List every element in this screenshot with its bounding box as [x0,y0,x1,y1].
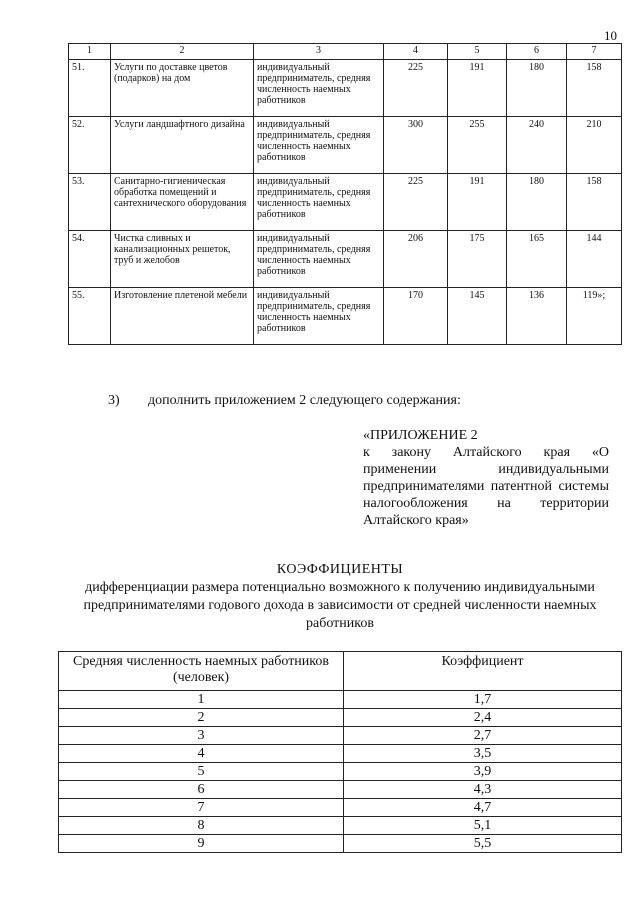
value-col-4: 225 [384,174,448,231]
coefficient-value: 5,1 [344,817,622,835]
appendix-heading [363,427,609,529]
value-col-4: 206 [384,231,448,288]
amendment-text: дополнить приложением 2 следующего содержания: [148,393,461,408]
employee-count: 3 [59,727,344,745]
service-name: Услуги ландшафтного дизайна [111,117,254,174]
coefficient-value: 2,4 [344,709,622,727]
service-name: Изготовление плетеной мебели [111,288,254,345]
coefficients-title: КОЭФФИЦИЕНТЫ [276,562,404,577]
col-header-coefficient: Коэффициент [344,652,622,691]
table-row [59,817,622,835]
employee-count: 9 [59,835,344,853]
row-number: 52. [69,117,111,174]
col-header-2: 2 [111,44,254,60]
indicator: индивидуальный предприниматель, средняя численность наемных работников [254,60,384,117]
col-header-3: 3 [254,44,384,60]
coefficient-value: 3,9 [344,763,622,781]
table-row [69,60,622,117]
table-row [69,117,622,174]
value-col-5: 175 [448,231,507,288]
employee-count: 4 [59,745,344,763]
service-name: Санитарно-гигиеническая обработка помещений и сантехнического оборудования [111,174,254,231]
col-header-4: 4 [384,44,448,60]
indicator: индивидуальный предприниматель, средняя численность наемных работников [254,231,384,288]
employee-count: 1 [59,691,344,709]
table-row [59,709,622,727]
value-col-6: 180 [507,174,567,231]
appendix-title: «ПРИЛОЖЕНИЕ 2 [363,428,478,443]
coefficient-value: 4,7 [344,799,622,817]
employee-count: 6 [59,781,344,799]
table-row [69,231,622,288]
value-col-6: 165 [507,231,567,288]
table-row [59,763,622,781]
coefficient-value: 2,7 [344,727,622,745]
indicator: индивидуальный предприниматель, средняя численность наемных работников [254,117,384,174]
indicator: индивидуальный предприниматель, средняя численность наемных работников [254,288,384,345]
amendment-index: 3) [108,393,120,408]
col-header-employees: Средняя численность наемных работников (человек) [59,652,344,691]
table-header-row [69,44,622,60]
coefficient-value: 1,7 [344,691,622,709]
coefficient-value: 5,5 [344,835,622,853]
row-number: 53. [69,174,111,231]
services-table [68,43,622,345]
value-col-7: 158 [567,174,622,231]
table-row [69,174,622,231]
row-number: 51. [69,60,111,117]
employee-count: 8 [59,817,344,835]
table-header-row [59,652,622,691]
service-name: Чистка сливных и канализационных решеток, труб и желобов [111,231,254,288]
value-col-7: 119»; [567,288,622,345]
value-col-7: 210 [567,117,622,174]
table-row [59,691,622,709]
value-col-4: 225 [384,60,448,117]
value-col-5: 191 [448,60,507,117]
coefficient-value: 4,3 [344,781,622,799]
table-row [59,727,622,745]
coefficient-value: 3,5 [344,745,622,763]
table-row [59,781,622,799]
coefficients-subtitle: дифференциации размера потенциально возможного к получению индивидуальными предпринимателями годового дохода в зависимости от средней численности наемных работников [83,580,597,631]
value-col-6: 136 [507,288,567,345]
value-col-6: 180 [507,60,567,117]
col-header-5: 5 [448,44,507,60]
page-number: 10 [604,28,617,43]
col-header-1: 1 [69,44,111,60]
col-header-6: 6 [507,44,567,60]
service-name: Услуги по доставке цветов (подарков) на дом [111,60,254,117]
row-number: 55. [69,288,111,345]
coefficients-table [58,651,622,853]
col-header-7: 7 [567,44,622,60]
table-row [69,288,622,345]
indicator: индивидуальный предприниматель, средняя численность наемных работников [254,174,384,231]
value-col-7: 144 [567,231,622,288]
value-col-5: 191 [448,174,507,231]
employee-count: 2 [59,709,344,727]
value-col-5: 145 [448,288,507,345]
row-number: 54. [69,231,111,288]
value-col-4: 300 [384,117,448,174]
value-col-7: 158 [567,60,622,117]
table-row [59,835,622,853]
amendment-item [108,393,461,409]
employee-count: 5 [59,763,344,781]
coefficients-title-block [60,561,620,633]
value-col-5: 255 [448,117,507,174]
value-col-6: 240 [507,117,567,174]
table-row [59,799,622,817]
value-col-4: 170 [384,288,448,345]
employee-count: 7 [59,799,344,817]
appendix-body: к закону Алтайского края «О применении индивидуальными предпринимателями патентной системы налогообложения на территории Алтайского края» [363,445,609,528]
table-row [59,745,622,763]
